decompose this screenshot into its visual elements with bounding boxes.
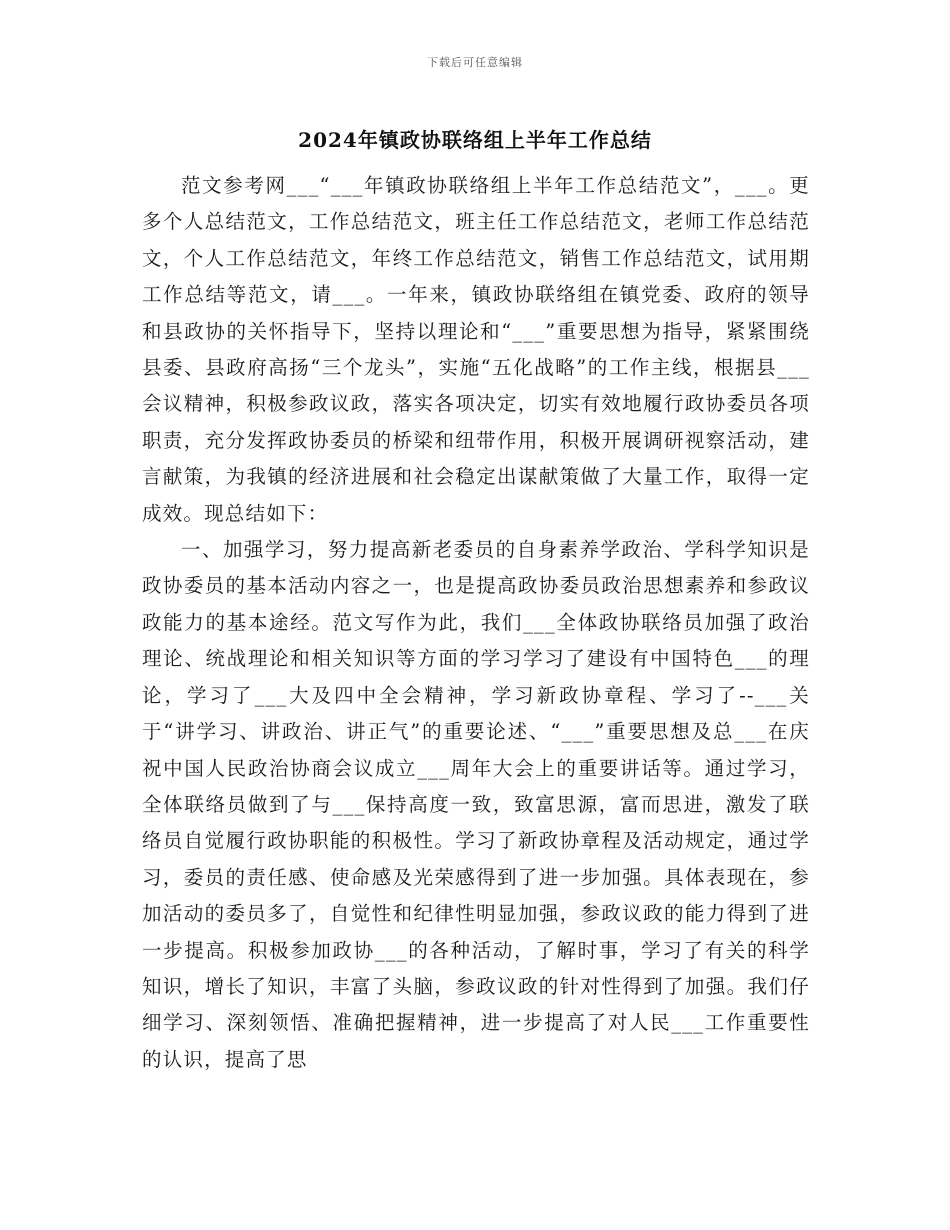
- document-body: [142, 168, 810, 1078]
- paragraph-section-1: 一、加强学习，努力提高新老委员的自身素养学政治、学科学知识是政协委员的基本活动内容之一，也是提高政协委员政治思想素养和参政议政能力的基本途经。范文写作为此，我们___全体政协联络员加强了政治理论、统战理论和相关知识等方面的学习学习了建设有中国特色___的理论，学习了___大及四中全会精神，学习新政协章程、学习了--___关于“讲学习、讲政治、讲正气”的重要论述、“___”重要思想及总___在庆祝中国人民政治协商会议成立___周年大会上的重要讲话等。通过学习，全体联络员做到了与___保持高度一致，致富思源，富而思进，激发了联络员自觉履行政协职能的积极性。学习了新政协章程及活动规定，通过学习，委员的责任感、使命感及光荣感得到了进一步加强。具体表现在，参加活动的委员多了，自觉性和纪律性明显加强，参政议政的能力得到了进一步提高。积极参加政协___的各种活动，了解时事，学习了有关的科学知识，增长了知识，丰富了头脑，参政议政的针对性得到了加强。我们仔细学习、深刻领悟、准确把握精神，进一步提高了对人民___工作重要性的认识，提高了思: [142, 538, 810, 1071]
- document-title: 2024年镇政协联络组上半年工作总结: [298, 128, 652, 152]
- paragraph-intro: 范文参考网___“___年镇政协联络组上半年工作总结范文”，___。更多个人总结范文，工作总结范文，班主任工作总结范文，老师工作总结范文，个人工作总结范文，年终工作总结范文，销售工作总结范文，试用期工作总结等范文，请___。一年来，镇政协联络组在镇党委、政府的领导和县政协的关怀指导下，坚持以理论和“___”重要思想为指导，紧紧围绕县委、县政府高扬“三个龙头”，实施“五化战略”的工作主线，根据县___会议精神，积极参政议政，落实各项决定，切实有效地履行政协委员各项职责，充分发挥政协委员的桥梁和纽带作用，积极开展调研视察活动，建言献策，为我镇的经济进展和社会稳定出谋献策做了大量工作，取得一定成效。现总结如下：: [142, 174, 810, 525]
- header-note: 下载后可任意编辑: [427, 56, 523, 69]
